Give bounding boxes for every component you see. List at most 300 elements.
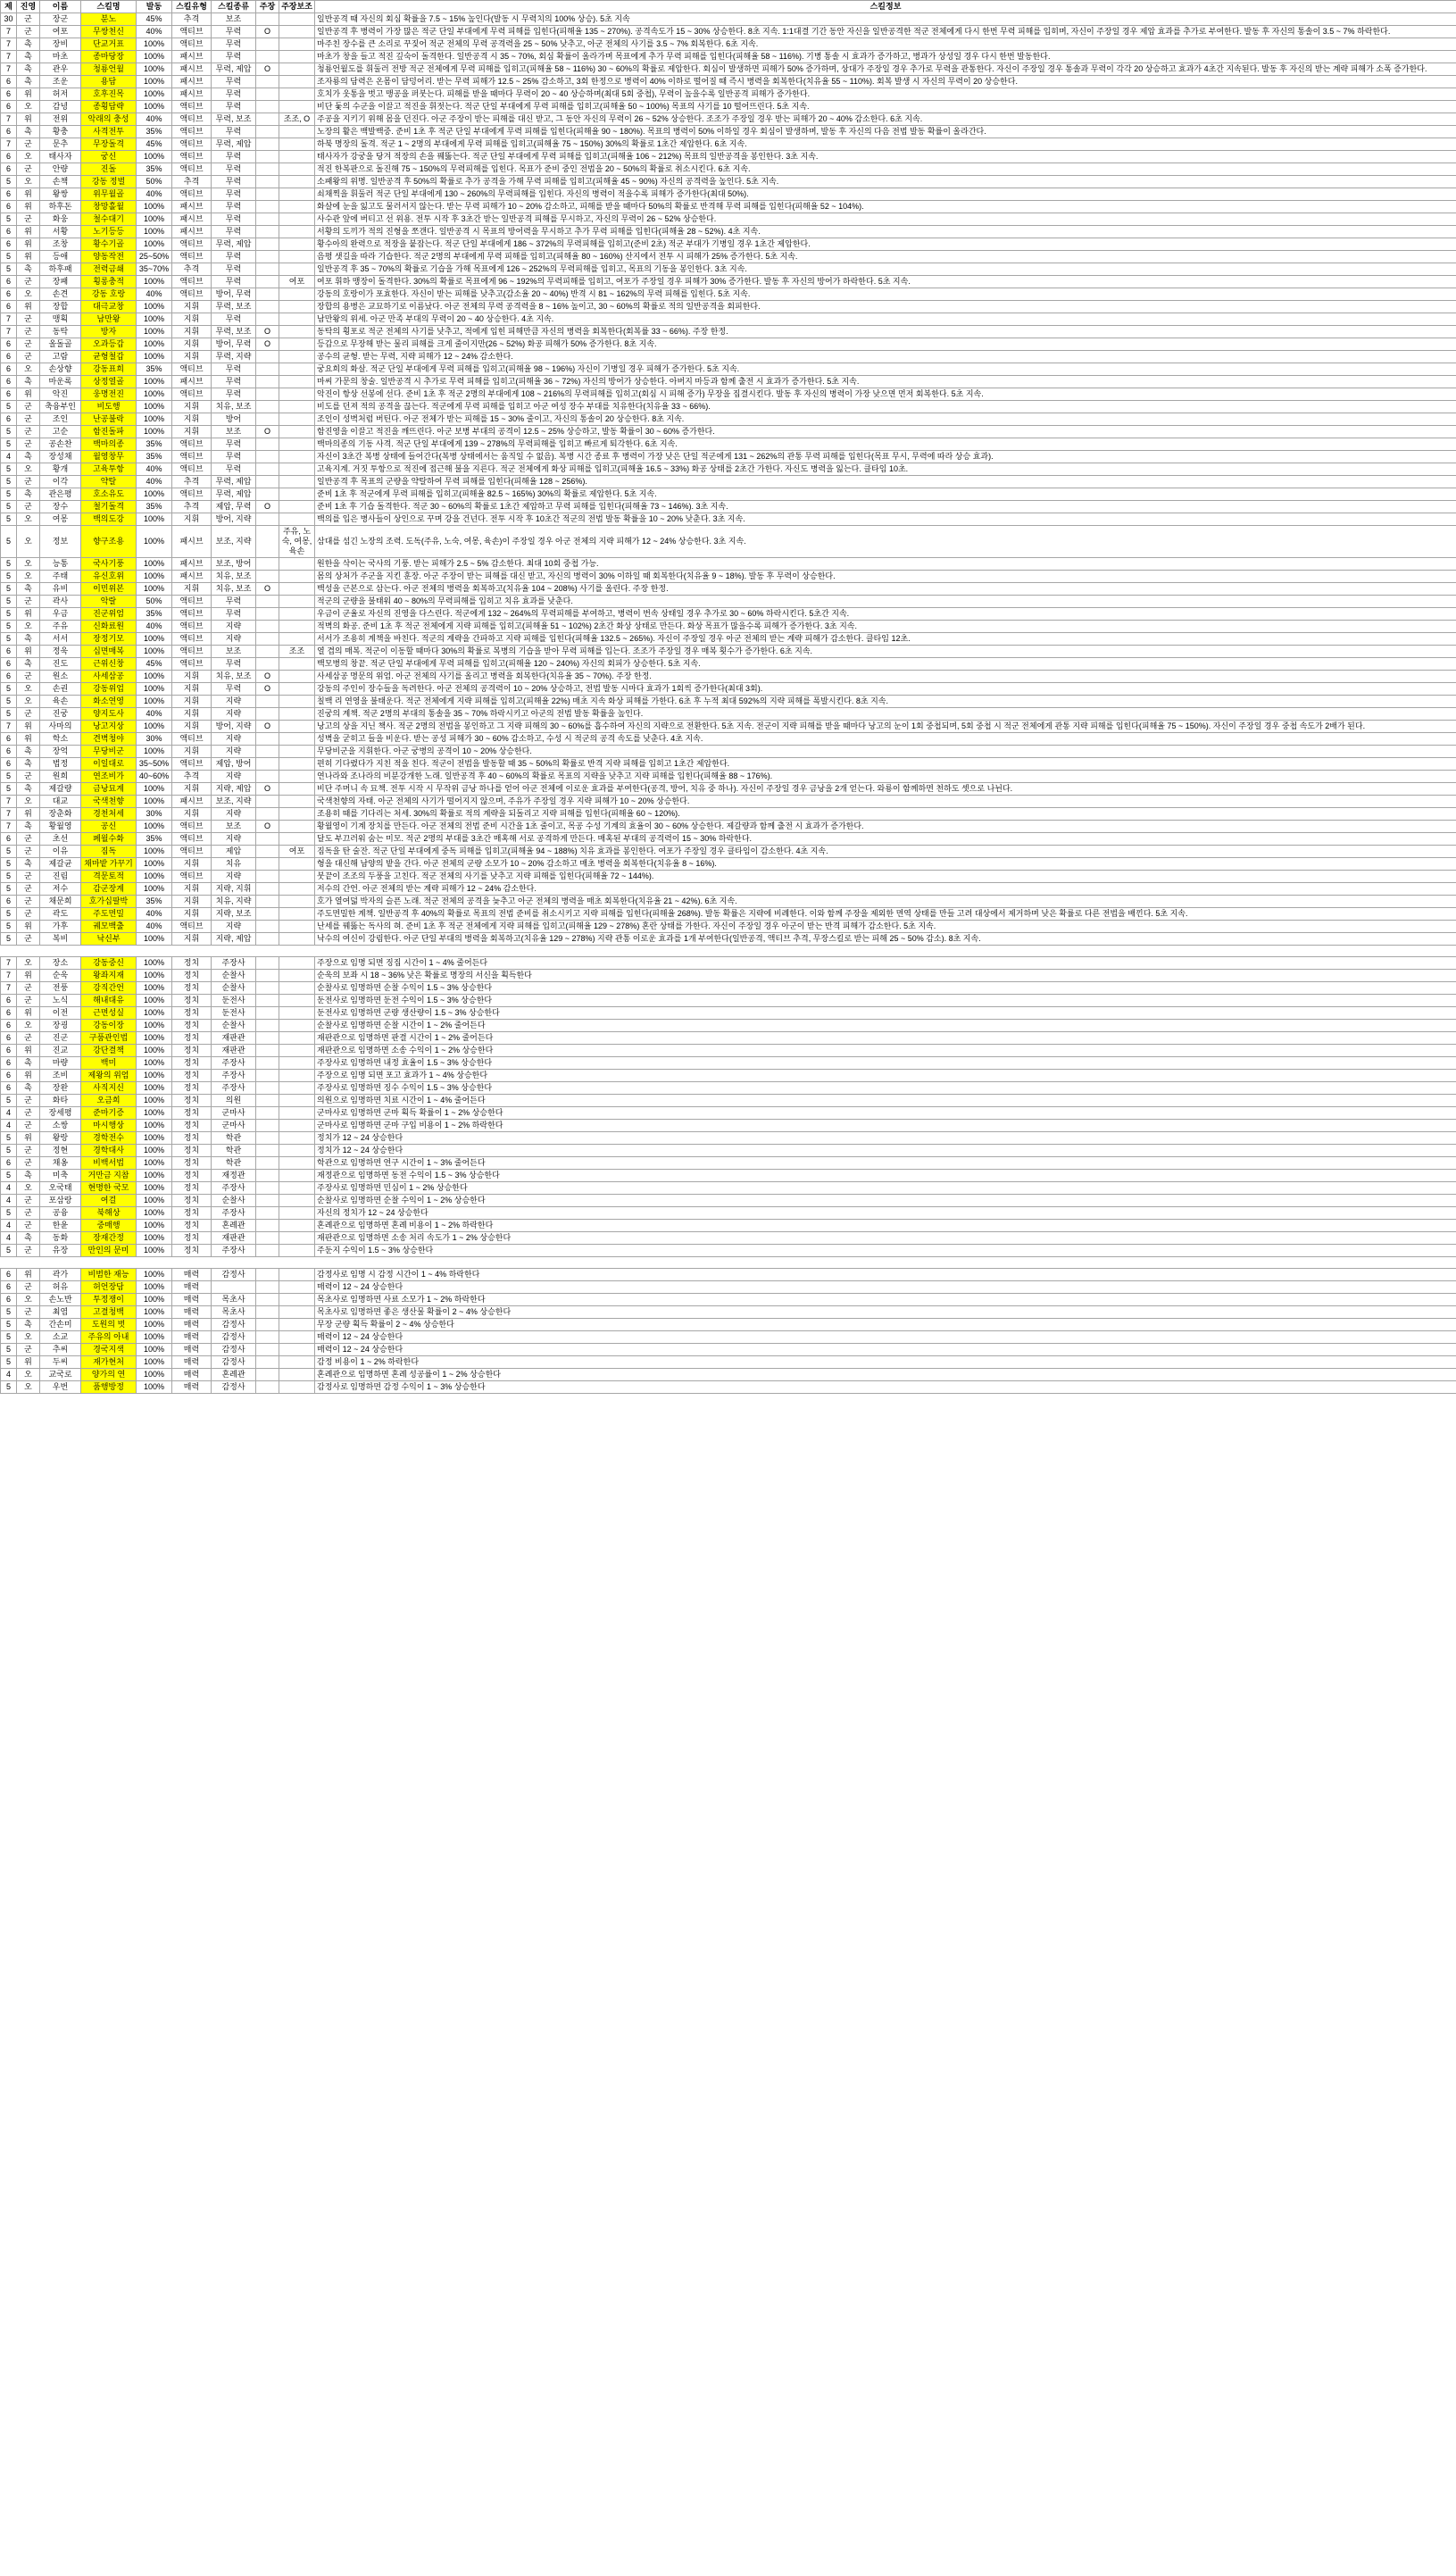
cell-skill-info: 궁요희의 화살. 적군 단일 부대에게 무력 피해를 입히고(피해율 98 ~ 196%) 자신이 기병일 경우 피해가 증가한다. 5초 지속. (315, 363, 1456, 376)
cell-name: 문추 (40, 138, 81, 151)
cell-skill-info: 마씨 가문의 창술. 일반공격 시 추가로 무력 피해를 입히고(피해율 36 ~ 72%) 자신의 방어가 상승한다. 아버지 마등과 함께 출전 시 효과가 증가한다. 5초 지속. (315, 376, 1456, 388)
cell-skill-category: 순찰사 (212, 1020, 256, 1032)
cell-skill-info: 공수의 균형. 받는 무력, 지략 피해가 12 ~ 24% 감소한다. (315, 351, 1456, 363)
cell-skill-type: 매력 (172, 1306, 212, 1319)
cell-commander-mark (256, 746, 279, 758)
cell-faction: 군 (17, 476, 40, 488)
cell-activation-rate: 100% (137, 571, 172, 583)
cell-faction: 군 (17, 138, 40, 151)
cell-commander-assist (279, 1057, 315, 1070)
cell-activation-rate: 100% (137, 1107, 172, 1120)
cell-skill-name: 근면성실 (81, 1007, 137, 1020)
cell-activation-rate: 100% (137, 671, 172, 683)
cell-name: 황개 (40, 463, 81, 476)
cell-tier: 5 (1, 251, 17, 263)
cell-faction: 군 (17, 1095, 40, 1107)
skill-row (1, 783, 1456, 796)
cell-commander-assist: 여포 (279, 846, 315, 858)
cell-skill-info: 달도 부끄러워 숨는 미모. 적군 2명의 부대를 3초간 매혹해 서로 공격하게 만든다. 매혹된 부대의 공격력이 15 ~ 30% 하락한다. (315, 833, 1456, 846)
cell-name: 장춘화 (40, 808, 81, 821)
cell-commander-assist (279, 151, 315, 163)
cell-skill-type: 지휘 (172, 583, 212, 596)
cell-name: 손노반 (40, 1294, 81, 1306)
cell-skill-category: 혼례관 (212, 1369, 256, 1381)
cell-commander-mark (256, 13, 279, 26)
cell-faction: 군 (17, 896, 40, 908)
cell-skill-info: 일반공격 후 목표의 군량을 약탈하여 무력 피해를 입힌다(피해율 128 ~ 256%). (315, 476, 1456, 488)
cell-activation-rate: 40% (137, 463, 172, 476)
skill-row (1, 1170, 1456, 1182)
cell-faction: 촉 (17, 451, 40, 463)
cell-tier: 6 (1, 1032, 17, 1045)
cell-skill-info: 원한을 삭이는 국사의 기풍. 받는 피해가 2.5 ~ 5% 감소한다. 최대 10회 중첩 가능. (315, 558, 1456, 571)
cell-skill-type: 추격 (172, 476, 212, 488)
cell-activation-rate: 35% (137, 833, 172, 846)
cell-skill-category: 학관 (212, 1132, 256, 1145)
cell-skill-info: 재판관으로 임명하면 소송 수익이 1 ~ 2% 상승한다 (315, 1045, 1456, 1057)
cell-tier: 7 (1, 970, 17, 982)
cell-faction: 위 (17, 733, 40, 746)
cell-name: 공융 (40, 1207, 81, 1220)
cell-skill-info: 순찰사로 임명하면 순찰 수익이 1 ~ 2% 상승한다 (315, 1195, 1456, 1207)
cell-skill-type: 지휘 (172, 426, 212, 438)
cell-skill-type: 액티브 (172, 646, 212, 658)
cell-activation-rate: 100% (137, 1020, 172, 1032)
cell-commander-mark (256, 758, 279, 771)
cell-commander-assist (279, 658, 315, 671)
cell-skill-type: 패시브 (172, 88, 212, 101)
cell-commander-mark (256, 313, 279, 326)
skill-row (1, 476, 1456, 488)
cell-tier: 4 (1, 1220, 17, 1232)
cell-skill-info: 혼례관으로 임명하면 혼례 성공률이 1 ~ 2% 상승한다 (315, 1369, 1456, 1381)
cell-skill-name: 청룡언월 (81, 63, 137, 76)
skill-row (1, 683, 1456, 696)
cell-skill-category: 지략 (212, 633, 256, 646)
cell-skill-category: 무력 (212, 276, 256, 288)
cell-activation-rate: 35% (137, 163, 172, 176)
cell-skill-type: 정치 (172, 1020, 212, 1032)
cell-tier: 5 (1, 476, 17, 488)
cell-commander-mark (256, 1145, 279, 1157)
cell-skill-name: 거만금 지참 (81, 1170, 137, 1182)
cell-activation-rate: 40% (137, 188, 172, 201)
cell-name: 공손찬 (40, 438, 81, 451)
cell-skill-name: 경학전수 (81, 1132, 137, 1145)
cell-name: 학소 (40, 733, 81, 746)
cell-commander-mark (256, 1381, 279, 1394)
cell-skill-type: 액티브 (172, 733, 212, 746)
cell-faction: 오 (17, 957, 40, 970)
cell-skill-info: 정치가 12 ~ 24 상승한다 (315, 1132, 1456, 1145)
cell-skill-info: 백마의종의 기동 사격. 적군 단일 부대에게 139 ~ 278%의 무력피해를 입히고 빠르게 퇴각한다. 6초 지속. (315, 438, 1456, 451)
cell-skill-name: 철수대기 (81, 213, 137, 226)
cell-commander-assist (279, 438, 315, 451)
cell-commander-assist (279, 1331, 315, 1344)
cell-commander-assist (279, 970, 315, 982)
cell-skill-type: 패시브 (172, 201, 212, 213)
cell-skill-name: 고육투항 (81, 463, 137, 476)
skill-row (1, 1356, 1456, 1369)
cell-commander-assist: 조조, O (279, 113, 315, 126)
cell-skill-info: 낙수의 여신이 강림한다. 아군 단일 부대의 병력을 회복하고(치유율 129 ~ 278%) 지략 관통 이로운 효과를 1개 부여한다(일반공격, 액티브 추격, 무장스킬로 받는 피해 25 ~ 50% 감소). 8초 지속. (315, 933, 1456, 946)
cell-commander-assist (279, 1306, 315, 1319)
cell-name: 태사자 (40, 151, 81, 163)
cell-tier: 5 (1, 1356, 17, 1369)
cell-skill-category: 주장사 (212, 1245, 256, 1257)
cell-skill-info: 주장으로 임명 되면 포고 효과가 1 ~ 4% 상승한다 (315, 1070, 1456, 1082)
cell-commander-mark (256, 438, 279, 451)
cell-skill-name: 노기등등 (81, 226, 137, 238)
cell-skill-category: 치유 (212, 858, 256, 871)
cell-activation-rate: 100% (137, 846, 172, 858)
cell-name: 맹획 (40, 313, 81, 326)
cell-commander-mark (256, 733, 279, 746)
cell-name: 왕쌍 (40, 188, 81, 201)
cell-activation-rate: 100% (137, 883, 172, 896)
cell-skill-category: 군마사 (212, 1120, 256, 1132)
cell-skill-info: 삼대를 섬긴 노장의 조력. 도독(주유, 노숙, 여몽, 육손)이 주장일 경우 아군 전체의 지략 피해가 12 ~ 24% 상승한다. 3초 지속. (315, 526, 1456, 558)
skill-row (1, 163, 1456, 176)
cell-skill-name: 경천처세 (81, 808, 137, 821)
cell-skill-name: 상정열골 (81, 376, 137, 388)
cell-activation-rate: 100% (137, 401, 172, 413)
cell-commander-assist (279, 326, 315, 338)
cell-faction: 위 (17, 1045, 40, 1057)
cell-tier: 5 (1, 771, 17, 783)
cell-skill-category: 주장사 (212, 1182, 256, 1195)
cell-tier: 5 (1, 1132, 17, 1145)
cell-skill-category: 무력 (212, 251, 256, 263)
cell-tier: 5 (1, 1381, 17, 1394)
skill-row (1, 38, 1456, 51)
skill-row (1, 1220, 1456, 1232)
cell-skill-info: 강동의 호랑이가 포효한다. 자신이 받는 피해를 낮추고(감소율 20 ~ 40%) 반격 시 81 ~ 162%의 무력 피해를 입힌다. 5초 지속. (315, 288, 1456, 301)
cell-name: 주태 (40, 571, 81, 583)
cell-tier: 5 (1, 1170, 17, 1182)
cell-faction: 위 (17, 921, 40, 933)
cell-name: 노식 (40, 995, 81, 1007)
skill-row (1, 1057, 1456, 1070)
cell-faction: 오 (17, 1182, 40, 1195)
column-header-5: 스킬유형 (172, 1, 212, 13)
skill-row (1, 88, 1456, 101)
cell-skill-name: 신화료원 (81, 621, 137, 633)
cell-name: 황월영 (40, 821, 81, 833)
cell-activation-rate: 100% (137, 933, 172, 946)
cell-faction: 위 (17, 251, 40, 263)
cell-commander-assist (279, 571, 315, 583)
cell-skill-name: 분노 (81, 13, 137, 26)
cell-faction: 촉 (17, 51, 40, 63)
cell-activation-rate: 100% (137, 526, 172, 558)
cell-activation-rate: 35% (137, 438, 172, 451)
cell-commander-mark (256, 1157, 279, 1170)
cell-tier: 6 (1, 351, 17, 363)
cell-commander-assist (279, 721, 315, 733)
cell-skill-type: 지휘 (172, 513, 212, 526)
cell-name: 감녕 (40, 101, 81, 113)
cell-commander-mark (256, 1269, 279, 1281)
cell-skill-info: 황월영이 기계 장치를 만든다. 아군 전체의 전법 준비 시간을 1초 줄이고, 목공 수성 기계의 효율이 30 ~ 60% 상승한다. 제갈량과 함께 출전 시 효과가 증가한다. (315, 821, 1456, 833)
cell-skill-type: 지휘 (172, 351, 212, 363)
cell-skill-category: 무력 (212, 188, 256, 201)
cell-skill-type: 지휘 (172, 671, 212, 683)
cell-skill-name: 근위신창 (81, 658, 137, 671)
cell-tier: 5 (1, 1245, 17, 1257)
cell-commander-mark: O (256, 783, 279, 796)
cell-skill-name: 장재간정 (81, 1232, 137, 1245)
cell-commander-mark: O (256, 426, 279, 438)
cell-tier: 6 (1, 88, 17, 101)
cell-faction: 군 (17, 401, 40, 413)
cell-skill-type: 패시브 (172, 51, 212, 63)
cell-skill-category: 무력, 제압 (212, 138, 256, 151)
cell-faction: 군 (17, 351, 40, 363)
cell-skill-name: 격문토적 (81, 871, 137, 883)
cell-skill-category: 제압, 방어 (212, 758, 256, 771)
cell-commander-assist (279, 758, 315, 771)
cell-commander-mark (256, 621, 279, 633)
cell-commander-mark (256, 76, 279, 88)
cell-tier: 7 (1, 63, 17, 76)
cell-commander-mark: O (256, 721, 279, 733)
cell-skill-category: 방어, 무력 (212, 288, 256, 301)
cell-commander-assist (279, 251, 315, 263)
cell-skill-category: 무력, 제압 (212, 476, 256, 488)
cell-name: 장세평 (40, 1107, 81, 1120)
cell-commander-mark (256, 1057, 279, 1070)
cell-faction: 오 (17, 796, 40, 808)
cell-skill-info: 목초사로 임명하면 좋은 생산물 확률이 2 ~ 4% 상승한다 (315, 1306, 1456, 1319)
cell-tier: 6 (1, 151, 17, 163)
cell-skill-name: 월영창무 (81, 451, 137, 463)
cell-name: 우번 (40, 1381, 81, 1394)
cell-activation-rate: 100% (137, 1045, 172, 1057)
cell-commander-assist (279, 583, 315, 596)
cell-skill-name: 유신호위 (81, 571, 137, 583)
skill-row (1, 1095, 1456, 1107)
skill-row (1, 1045, 1456, 1057)
cell-skill-category: 무력 (212, 388, 256, 401)
cell-skill-info: 조용히 때를 기다리는 처세. 30%의 확률로 적의 계략을 되돌리고 지략 피해를 입힌다(피해율 60 ~ 120%). (315, 808, 1456, 821)
cell-faction: 군 (17, 708, 40, 721)
cell-skill-type: 정치 (172, 1195, 212, 1207)
cell-skill-category: 무력 (212, 438, 256, 451)
cell-skill-type: 정치 (172, 1120, 212, 1132)
cell-skill-name: 강동 정벌 (81, 176, 137, 188)
cell-skill-category: 무력 (212, 658, 256, 671)
cell-skill-name: 강동 호랑 (81, 288, 137, 301)
cell-skill-type: 매력 (172, 1294, 212, 1306)
cell-skill-category: 지략 (212, 621, 256, 633)
skill-row (1, 1381, 1456, 1394)
cell-commander-assist (279, 1294, 315, 1306)
cell-skill-info: 무당비군을 지휘한다. 아군 궁병의 공격이 10 ~ 20% 상승한다. (315, 746, 1456, 758)
cell-tier: 6 (1, 276, 17, 288)
cell-skill-info: 주장사로 임명하면 징수 수익이 1.5 ~ 3% 상승한다 (315, 1082, 1456, 1095)
cell-skill-info: 악진이 항상 선봉에 선다. 준비 1초 후 적군 2명의 부대에게 108 ~ 216%의 무력피해를 입히고(회심 시 피해 증가) 무장을 집결시킨다. 발동 후 자신의 병력이 가장 낮으면 먼저 회복한다. 5초 지속. (315, 388, 1456, 401)
cell-commander-mark (256, 995, 279, 1007)
cell-faction: 위 (17, 646, 40, 658)
cell-tier: 5 (1, 858, 17, 871)
cell-faction: 위 (17, 1132, 40, 1145)
cell-skill-info: 여포 휘하 맹장이 돌격한다. 30%의 확률로 목표에게 96 ~ 192%의 무력피해를 입히고, 여포가 주장일 경우 피해가 30% 증가한다. 발동 후 자신의 방어가 하락한다. 5초 지속. (315, 276, 1456, 288)
cell-skill-category: 지략 (212, 871, 256, 883)
cell-skill-info: 재판관으로 임명하면 판결 시간이 1 ~ 2% 줄어든다 (315, 1032, 1456, 1045)
cell-commander-mark: O (256, 671, 279, 683)
cell-name: 원소 (40, 671, 81, 683)
cell-activation-rate: 100% (137, 1195, 172, 1207)
skill-row (1, 833, 1456, 846)
skill-row (1, 1245, 1456, 1257)
cell-name: 화웅 (40, 213, 81, 226)
cell-skill-type: 지휘 (172, 933, 212, 946)
cell-skill-info: 주장사로 임명하면 민심이 1 ~ 2% 상승한다 (315, 1182, 1456, 1195)
cell-skill-category: 무력 (212, 213, 256, 226)
cell-commander-mark (256, 1082, 279, 1095)
cell-commander-mark (256, 88, 279, 101)
cell-faction: 군 (17, 313, 40, 326)
cell-activation-rate: 100% (137, 1245, 172, 1257)
cell-commander-mark (256, 658, 279, 671)
cell-faction: 오 (17, 288, 40, 301)
cell-tier: 5 (1, 571, 17, 583)
cell-commander-assist (279, 871, 315, 883)
cell-tier: 6 (1, 746, 17, 758)
cell-skill-type: 정치 (172, 1220, 212, 1232)
cell-commander-assist (279, 1269, 315, 1281)
skill-row (1, 1369, 1456, 1381)
cell-skill-name: 품행방정 (81, 1381, 137, 1394)
cell-name: 정보 (40, 526, 81, 558)
cell-tier: 6 (1, 1020, 17, 1032)
cell-skill-type: 액티브 (172, 26, 212, 38)
cell-commander-mark: O (256, 821, 279, 833)
cell-tier: 6 (1, 76, 17, 88)
skill-row (1, 351, 1456, 363)
cell-skill-category: 무력 (212, 163, 256, 176)
cell-skill-category: 무력 (212, 226, 256, 238)
cell-commander-mark (256, 933, 279, 946)
cell-skill-name: 구품관인법 (81, 1032, 137, 1045)
cell-tier: 5 (1, 1319, 17, 1331)
cell-skill-info: 주공을 지키기 위해 몸을 던진다. 아군 주장이 받는 피해를 대신 받고, 그 동안 자신의 무력이 26 ~ 52% 상승한다. 조조가 주장일 경우 받는 피해가 20 ~ 40% 감소한다. 6초 지속. (315, 113, 1456, 126)
skill-row (1, 1281, 1456, 1294)
cell-commander-assist (279, 1145, 315, 1157)
cell-skill-category: 제압, 무력 (212, 501, 256, 513)
cell-skill-type: 액티브 (172, 833, 212, 846)
cell-tier: 6 (1, 646, 17, 658)
cell-commander-assist (279, 833, 315, 846)
cell-tier: 6 (1, 376, 17, 388)
cell-commander-mark (256, 176, 279, 188)
cell-tier: 5 (1, 176, 17, 188)
cell-skill-name: 비범한 재능 (81, 1269, 137, 1281)
cell-name: 고람 (40, 351, 81, 363)
cell-commander-mark: O (256, 26, 279, 38)
cell-skill-type: 지휘 (172, 883, 212, 896)
cell-commander-mark (256, 1182, 279, 1195)
skill-row (1, 621, 1456, 633)
cell-commander-mark (256, 833, 279, 846)
skill-row (1, 871, 1456, 883)
cell-skill-name: 단교거표 (81, 38, 137, 51)
cell-commander-assist (279, 363, 315, 376)
cell-commander-assist (279, 88, 315, 101)
cell-skill-name: 궁신 (81, 151, 137, 163)
cell-skill-category: 지략 (212, 708, 256, 721)
cell-skill-info: 백모병의 창끝. 적군 단일 부대에게 무력 피해를 입히고(피해율 120 ~ 240%) 자신의 회피가 상승한다. 5초 지속. (315, 658, 1456, 671)
cell-skill-name: 화소연영 (81, 696, 137, 708)
skill-row (1, 1182, 1456, 1195)
cell-activation-rate: 45% (137, 138, 172, 151)
cell-name: 손권 (40, 683, 81, 696)
cell-skill-name: 종마당장 (81, 51, 137, 63)
cell-tier: 6 (1, 1057, 17, 1070)
cell-commander-assist (279, 1107, 315, 1120)
cell-faction: 위 (17, 88, 40, 101)
cell-commander-assist (279, 696, 315, 708)
skill-row (1, 126, 1456, 138)
cell-tier: 6 (1, 1294, 17, 1306)
cell-activation-rate: 100% (137, 226, 172, 238)
cell-skill-type: 지휘 (172, 708, 212, 721)
cell-faction: 군 (17, 163, 40, 176)
cell-faction: 군 (17, 596, 40, 608)
cell-skill-info: 순찰사로 임명하면 순찰 시간이 1 ~ 2% 줄어든다 (315, 1020, 1456, 1032)
skill-row (1, 301, 1456, 313)
cell-skill-type: 패시브 (172, 63, 212, 76)
skill-row (1, 858, 1456, 871)
section-separator (1, 946, 1456, 957)
cell-commander-mark (256, 908, 279, 921)
cell-name: 진교 (40, 1045, 81, 1057)
cell-name: 복비 (40, 933, 81, 946)
cell-commander-assist (279, 126, 315, 138)
cell-name: 안량 (40, 163, 81, 176)
cell-skill-info: 백성을 근본으로 삼는다. 아군 전체의 병력을 회복하고(치유율 104 ~ 208%) 사기를 올린다. 주장 한정. (315, 583, 1456, 596)
cell-activation-rate: 100% (137, 413, 172, 426)
cell-activation-rate: 100% (137, 238, 172, 251)
cell-name: 제갈균 (40, 858, 81, 871)
skill-row (1, 13, 1456, 26)
cell-activation-rate: 30% (137, 808, 172, 821)
cell-activation-rate: 100% (137, 821, 172, 833)
cell-activation-rate: 100% (137, 1269, 172, 1281)
cell-activation-rate: 50% (137, 596, 172, 608)
cell-skill-category: 순찰사 (212, 982, 256, 995)
cell-skill-name: 약탈 (81, 476, 137, 488)
cell-name: 소교 (40, 1331, 81, 1344)
cell-activation-rate: 100% (137, 696, 172, 708)
cell-activation-rate: 100% (137, 558, 172, 571)
cell-activation-rate: 100% (137, 1070, 172, 1082)
cell-skill-name: 이민위본 (81, 583, 137, 596)
cell-skill-category: 지략 (212, 746, 256, 758)
cell-skill-name: 고결청백 (81, 1306, 137, 1319)
cell-name: 대교 (40, 796, 81, 808)
cell-skill-type: 액티브 (172, 438, 212, 451)
cell-skill-info: 태사자가 강궁을 당겨 적장의 손을 꿰뚫는다. 적군 단일 부대에게 무력 피해를 입히고(피해율 106 ~ 212%) 목표의 일반공격을 봉인한다. 3초 지속. (315, 151, 1456, 163)
cell-skill-type: 지휘 (172, 313, 212, 326)
cell-skill-info: 마초가 창을 들고 적진 깊숙이 돌격한다. 일반공격 시 35 ~ 70%, 회심 확률이 올라가며 목표에게 추가 무력 피해를 입힌다(피해율 58 ~ 116%). 기병 통솔 시 효과가 증가하고, 병과가 상성일 경우 다시 한번 발동한다. (315, 51, 1456, 63)
cell-activation-rate: 40% (137, 908, 172, 921)
cell-name: 최염 (40, 1306, 81, 1319)
cell-activation-rate: 100% (137, 1082, 172, 1095)
cell-tier: 5 (1, 696, 17, 708)
cell-name: 소쌍 (40, 1120, 81, 1132)
